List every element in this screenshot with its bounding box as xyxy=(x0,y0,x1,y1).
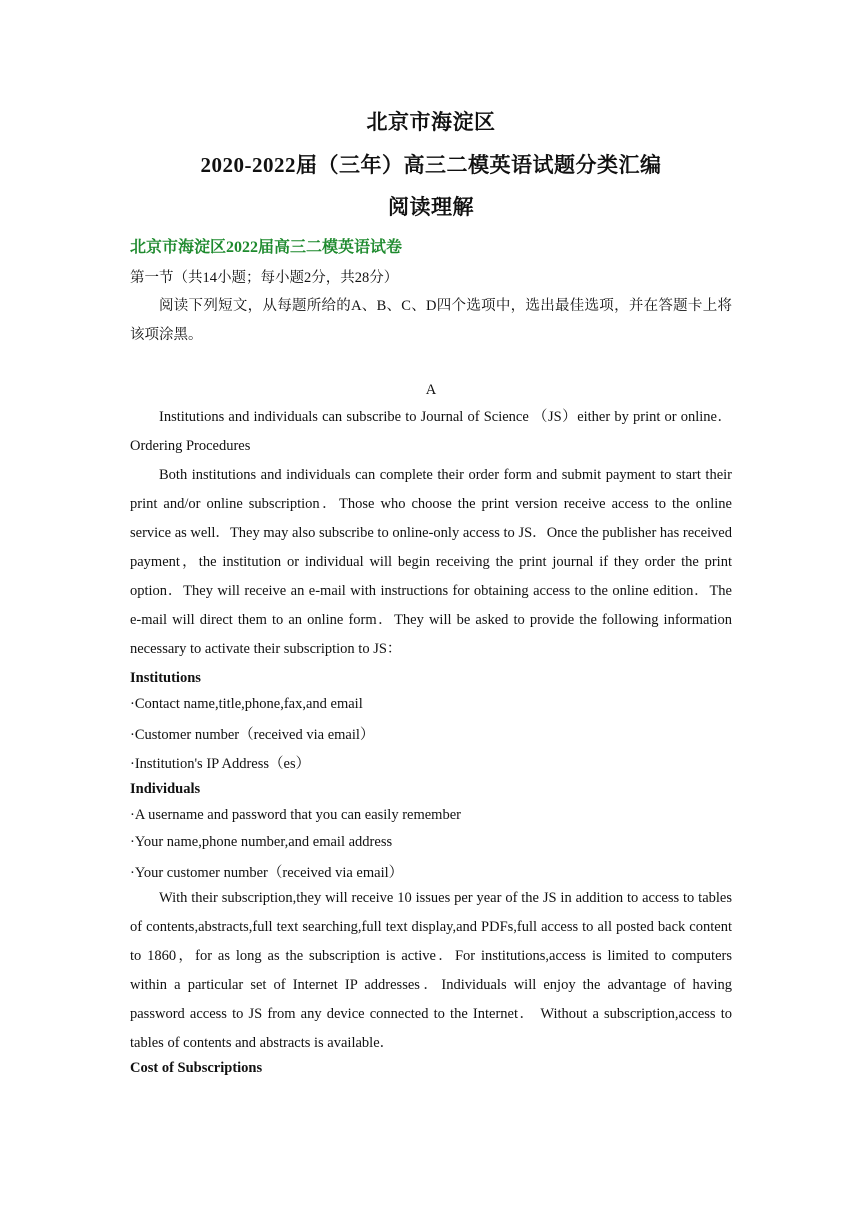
cost-heading: Cost of Subscriptions xyxy=(130,1060,263,1076)
list-item: ·Contact name,title,phone,fax,and email xyxy=(130,696,363,712)
doc-title-main: 2020-2022届（三年）高三二模英语试题分类汇编 xyxy=(200,153,662,177)
passage-paragraph-2: Both institutions and individuals can complete their order form and submit payment to start their print and/or online subscription．Those who choose the print version receive access to the online service as well．They may also subscribe to online-only access to JS．Once the publisher has received payment，the institution or individual will begin receiving the print journal if they order the print option．They will receive an e-mail with instructions for obtaining access to the online edition．The e-mail will direct them to an online form．They will be asked to provide the following information necessary to activate their subscription to JS： xyxy=(130,467,732,657)
section-info: 第一节（共14小题；每小题2分，共28分） xyxy=(130,270,399,286)
section-instruction: 阅读下列短文，从每题所给的A、B、C、D四个选项中，选出最佳选项，并在答题卡上将该项涂黑。 xyxy=(130,298,732,343)
passage-letter: A xyxy=(425,382,437,398)
list-item: ·Your name,phone number,and email address xyxy=(130,834,393,850)
institutions-heading: Institutions xyxy=(130,670,201,686)
individuals-heading: Individuals xyxy=(130,781,201,797)
exam-heading: 北京市海淀区2022届高三二模英语试卷 xyxy=(130,239,403,256)
list-item: ·Institution's IP Address（es） xyxy=(130,756,311,772)
passage-paragraph-1: Institutions and individuals can subscribe to Journal of Science （JS）either by print or online．Ordering Procedures xyxy=(130,409,732,454)
doc-title-topic: 阅读理解 xyxy=(388,195,474,219)
doc-title-region: 北京市海淀区 xyxy=(366,110,496,134)
list-item: ·Customer number（received via email） xyxy=(130,727,375,743)
list-item: ·A username and password that you can easily remember xyxy=(130,807,461,823)
list-item: ·Your customer number（received via email） xyxy=(130,865,404,881)
passage-paragraph-3: With their subscription,they will receive 10 issues per year of the JS in addition to access to tables of contents,abstracts,full text searching,full text display,and PDFs,full access to all posted back content to 1860，for as long as the subscription is active．For institutions,access is limited to computers within a particular set of Internet IP addresses．Individuals will enjoy the advantage of having password access to JS from any device connected to the Internet． Without a subscription,access to tables of contents and abstracts is available． xyxy=(130,890,732,1051)
